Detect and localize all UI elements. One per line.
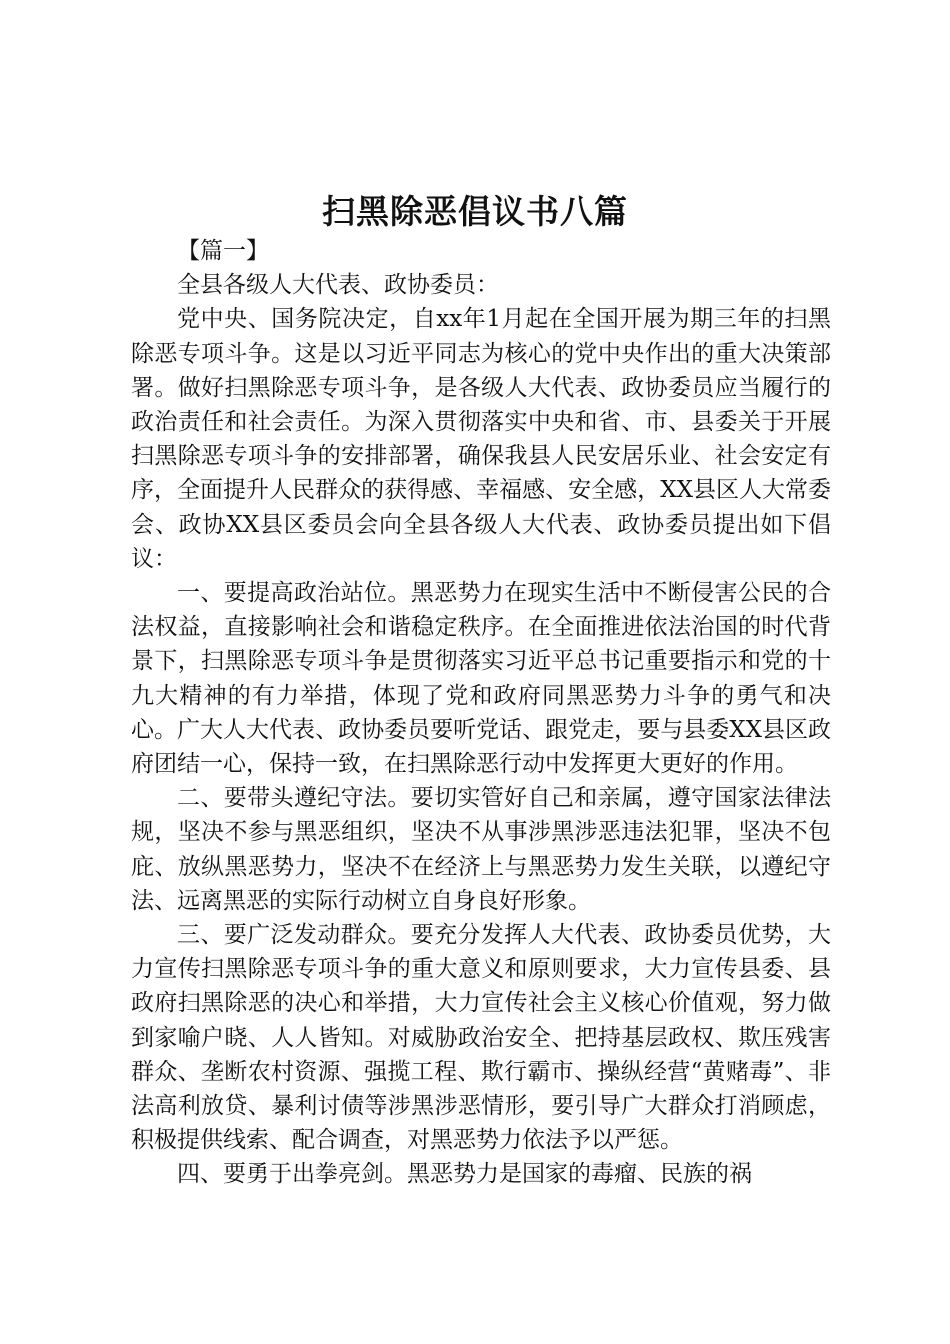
paragraph-intro: 党中央、国务院决定，自xx年1月起在全国开展为期三年的扫黑除恶专项斗争。这是以习近平同志为核心的党中央作出的重大决策部署。做好扫黑除恶专项斗争，是各级人大代表、政协委员应当履行的政治责任和社会责任。为深入贯彻落实中央和省、市、县委关于开展扫黑除恶专项斗争的安排部署，确保我县人民安居乐业、社会安定有序，全面提升人民群众的获得感、幸福感、安全感，XX县区人大常委会、政协XX县区委员会向全县各级人大代表、政协委员提出如下倡议： (131, 306, 831, 572)
section-label: 【篇一】 (177, 238, 269, 264)
document-title: 扫黑除恶倡议书八篇 (322, 192, 628, 231)
paragraph-3: 三、要广泛发动群众。要充分发挥人大代表、政协委员优势，大力宣传扫黑除恶专项斗争的重大意义和原则要求，大力宣传县委、县政府扫黑除恶的决心和举措，大力宣传社会主义核心价值观，努力做到家喻户晓、人人皆知。对威胁政治安全、把持基层政权、欺压残害群众、垄断农村资源、强揽工程、欺行霸市、操纵经营“黄赌毒”、非法高利放贷、暴利讨债等涉黑涉恶情形，要引导广大群众打消顾虑，积极提供线索、配合调查，对黑恶势力依法予以严惩。 (131, 922, 831, 1154)
salutation: 全县各级人大代表、政协委员： (177, 272, 499, 299)
paragraph-1: 一、要提高政治站位。黑恶势力在现实生活中不断侵害公民的合法权益，直接影响社会和谐稳定秩序。在全面推进依法治国的时代背景下，扫黑除恶专项斗争是贯彻落实习近平总书记重要指示和党的十九大精神的有力举措，体现了党和政府同黑恶势力斗争的勇气和决心。广大人大代表、政协委员要听党话、跟党走，要与县委XX县区政府团结一心，保持一致，在扫黑除恶行动中发挥更大更好的作用。 (131, 580, 831, 778)
document-body (131, 234, 831, 1192)
paragraph-4: 四、要勇于出拳亮剑。黑恶势力是国家的毒瘤、民族的祸 (177, 1161, 752, 1188)
paragraph-2: 二、要带头遵纪守法。要切实管好自己和亲属，遵守国家法律法规，坚决不参与黑恶组织，坚决不从事涉黑涉恶违法犯罪，坚决不包庇、放纵黑恶势力，坚决不在经济上与黑恶势力发生关联，以遵纪守法、远离黑恶的实际行动树立自身良好形象。 (131, 785, 831, 914)
